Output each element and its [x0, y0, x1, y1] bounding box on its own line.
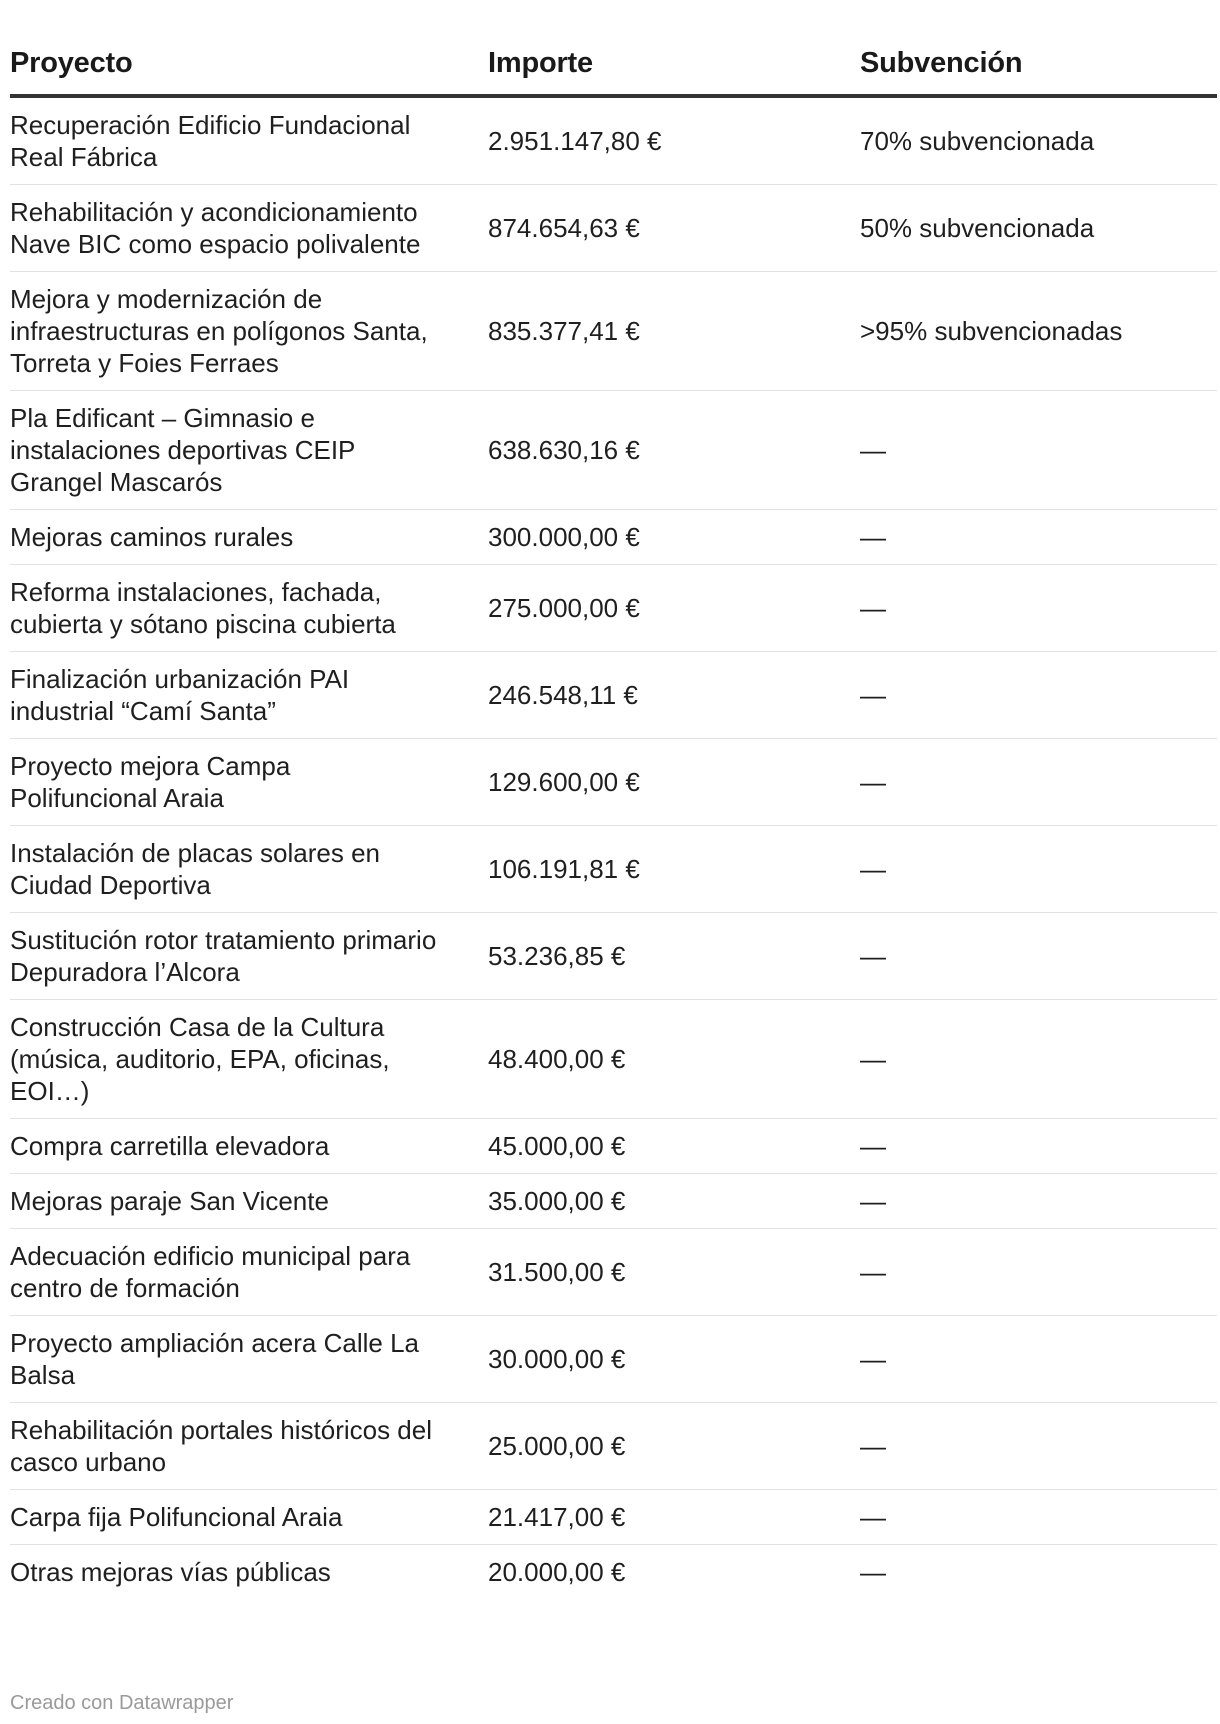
cell-subvencion: — [860, 826, 1217, 913]
cell-importe: 874.654,63 € [488, 185, 860, 272]
cell-subvencion: 70% subvencionada [860, 96, 1217, 185]
table-row [10, 1545, 1217, 1600]
column-header-importe[interactable]: Importe [488, 40, 860, 96]
cell-proyecto: Proyecto mejora Campa Polifuncional Araia [10, 739, 488, 826]
cell-proyecto: Sustitución rotor tratamiento primario Depuradora l’Alcora [10, 913, 488, 1000]
table-row [10, 1229, 1217, 1316]
table-row [10, 391, 1217, 510]
cell-subvencion: — [860, 510, 1217, 565]
cell-importe: 48.400,00 € [488, 1000, 860, 1119]
cell-subvencion: — [860, 1490, 1217, 1545]
cell-importe: 31.500,00 € [488, 1229, 860, 1316]
cell-subvencion: — [860, 739, 1217, 826]
cell-importe: 246.548,11 € [488, 652, 860, 739]
data-table-container [10, 40, 1217, 1599]
cell-subvencion: — [860, 1557, 886, 1587]
cell-subvencion: — [860, 1000, 1217, 1119]
table-row [10, 272, 1217, 391]
cell-proyecto: Rehabilitación y acondicionamiento Nave BIC como espacio polivalente [10, 185, 488, 272]
cell-proyecto: Proyecto ampliación acera Calle La Balsa [10, 1316, 488, 1403]
cell-subvencion: — [860, 1229, 1217, 1316]
table-row [10, 96, 1217, 185]
cell-importe: 35.000,00 € [488, 1174, 860, 1229]
cell-subvencion: — [860, 1316, 1217, 1403]
cell-proyecto: Instalación de placas solares en Ciudad Deportiva [10, 826, 488, 913]
cell-importe: 275.000,00 € [488, 565, 860, 652]
table-row [10, 510, 1217, 565]
cell-importe: 835.377,41 € [488, 272, 860, 391]
table-row [10, 185, 1217, 272]
cell-importe: 638.630,16 € [488, 391, 860, 510]
cell-proyecto: Carpa fija Polifuncional Araia [10, 1490, 488, 1545]
cell-proyecto: Mejora y modernización de infraestructuras en polígonos Santa, Torreta y Foies Ferraes [10, 272, 488, 391]
header-row [10, 40, 1217, 96]
cell-proyecto: Construcción Casa de la Cultura (música, auditorio, EPA, oficinas, EOI…) [10, 1000, 488, 1119]
cell-subvencion: >95% subvencionadas [860, 272, 1217, 391]
cell-proyecto: Mejoras paraje San Vicente [10, 1174, 488, 1229]
table-row [10, 913, 1217, 1000]
table-body [10, 96, 1217, 1599]
cell-importe: 2.951.147,80 € [488, 96, 860, 185]
table-row [10, 565, 1217, 652]
table-header [10, 40, 1217, 96]
cell-subvencion: — [860, 913, 1217, 1000]
cell-subvencion: — [860, 652, 1217, 739]
cell-proyecto: Reforma instalaciones, fachada, cubierta y sótano piscina cubierta [10, 565, 488, 652]
cell-subvencion: — [860, 1174, 1217, 1229]
table-row [10, 1174, 1217, 1229]
cell-proyecto: Mejoras caminos rurales [10, 510, 488, 565]
cell-importe: 129.600,00 € [488, 739, 860, 826]
cell-importe: 21.417,00 € [488, 1490, 860, 1545]
cell-subvencion: — [860, 565, 1217, 652]
cell-proyecto: Compra carretilla elevadora [10, 1119, 488, 1174]
cell-importe: 20.000,00 € [488, 1557, 626, 1587]
column-header-subvencion[interactable]: Subvención [860, 40, 1217, 96]
cell-importe: 300.000,00 € [488, 510, 860, 565]
table-row [10, 1490, 1217, 1545]
cell-proyecto: Rehabilitación portales históricos del casco urbano [10, 1403, 488, 1490]
cell-importe: 53.236,85 € [488, 913, 860, 1000]
cell-proyecto: Pla Edificant – Gimnasio e instalaciones deportivas CEIP Grangel Mascarós [10, 391, 488, 510]
cell-proyecto: Otras mejoras vías públicas [10, 1557, 331, 1587]
cell-proyecto: Adecuación edificio municipal para centro de formación [10, 1229, 488, 1316]
cell-subvencion: — [860, 391, 1217, 510]
cell-importe: 30.000,00 € [488, 1316, 860, 1403]
cell-importe: 25.000,00 € [488, 1403, 860, 1490]
cell-subvencion: — [860, 1403, 1217, 1490]
table-row [10, 1000, 1217, 1119]
cell-proyecto: Finalización urbanización PAI industrial “Camí Santa” [10, 652, 488, 739]
projects-table [10, 40, 1217, 1599]
table-row [10, 652, 1217, 739]
table-row [10, 826, 1217, 913]
datawrapper-credit[interactable]: Creado con Datawrapper [10, 1692, 234, 1714]
cell-subvencion: 50% subvencionada [860, 185, 1217, 272]
cell-subvencion: — [860, 1119, 1217, 1174]
table-row [10, 1316, 1217, 1403]
table-row [10, 739, 1217, 826]
cell-proyecto: Recuperación Edificio Fundacional Real Fábrica [10, 96, 488, 185]
table-row [10, 1403, 1217, 1490]
cell-importe: 45.000,00 € [488, 1119, 860, 1174]
table-row [10, 1119, 1217, 1174]
cell-importe: 106.191,81 € [488, 826, 860, 913]
column-header-proyecto[interactable]: Proyecto [10, 40, 488, 96]
